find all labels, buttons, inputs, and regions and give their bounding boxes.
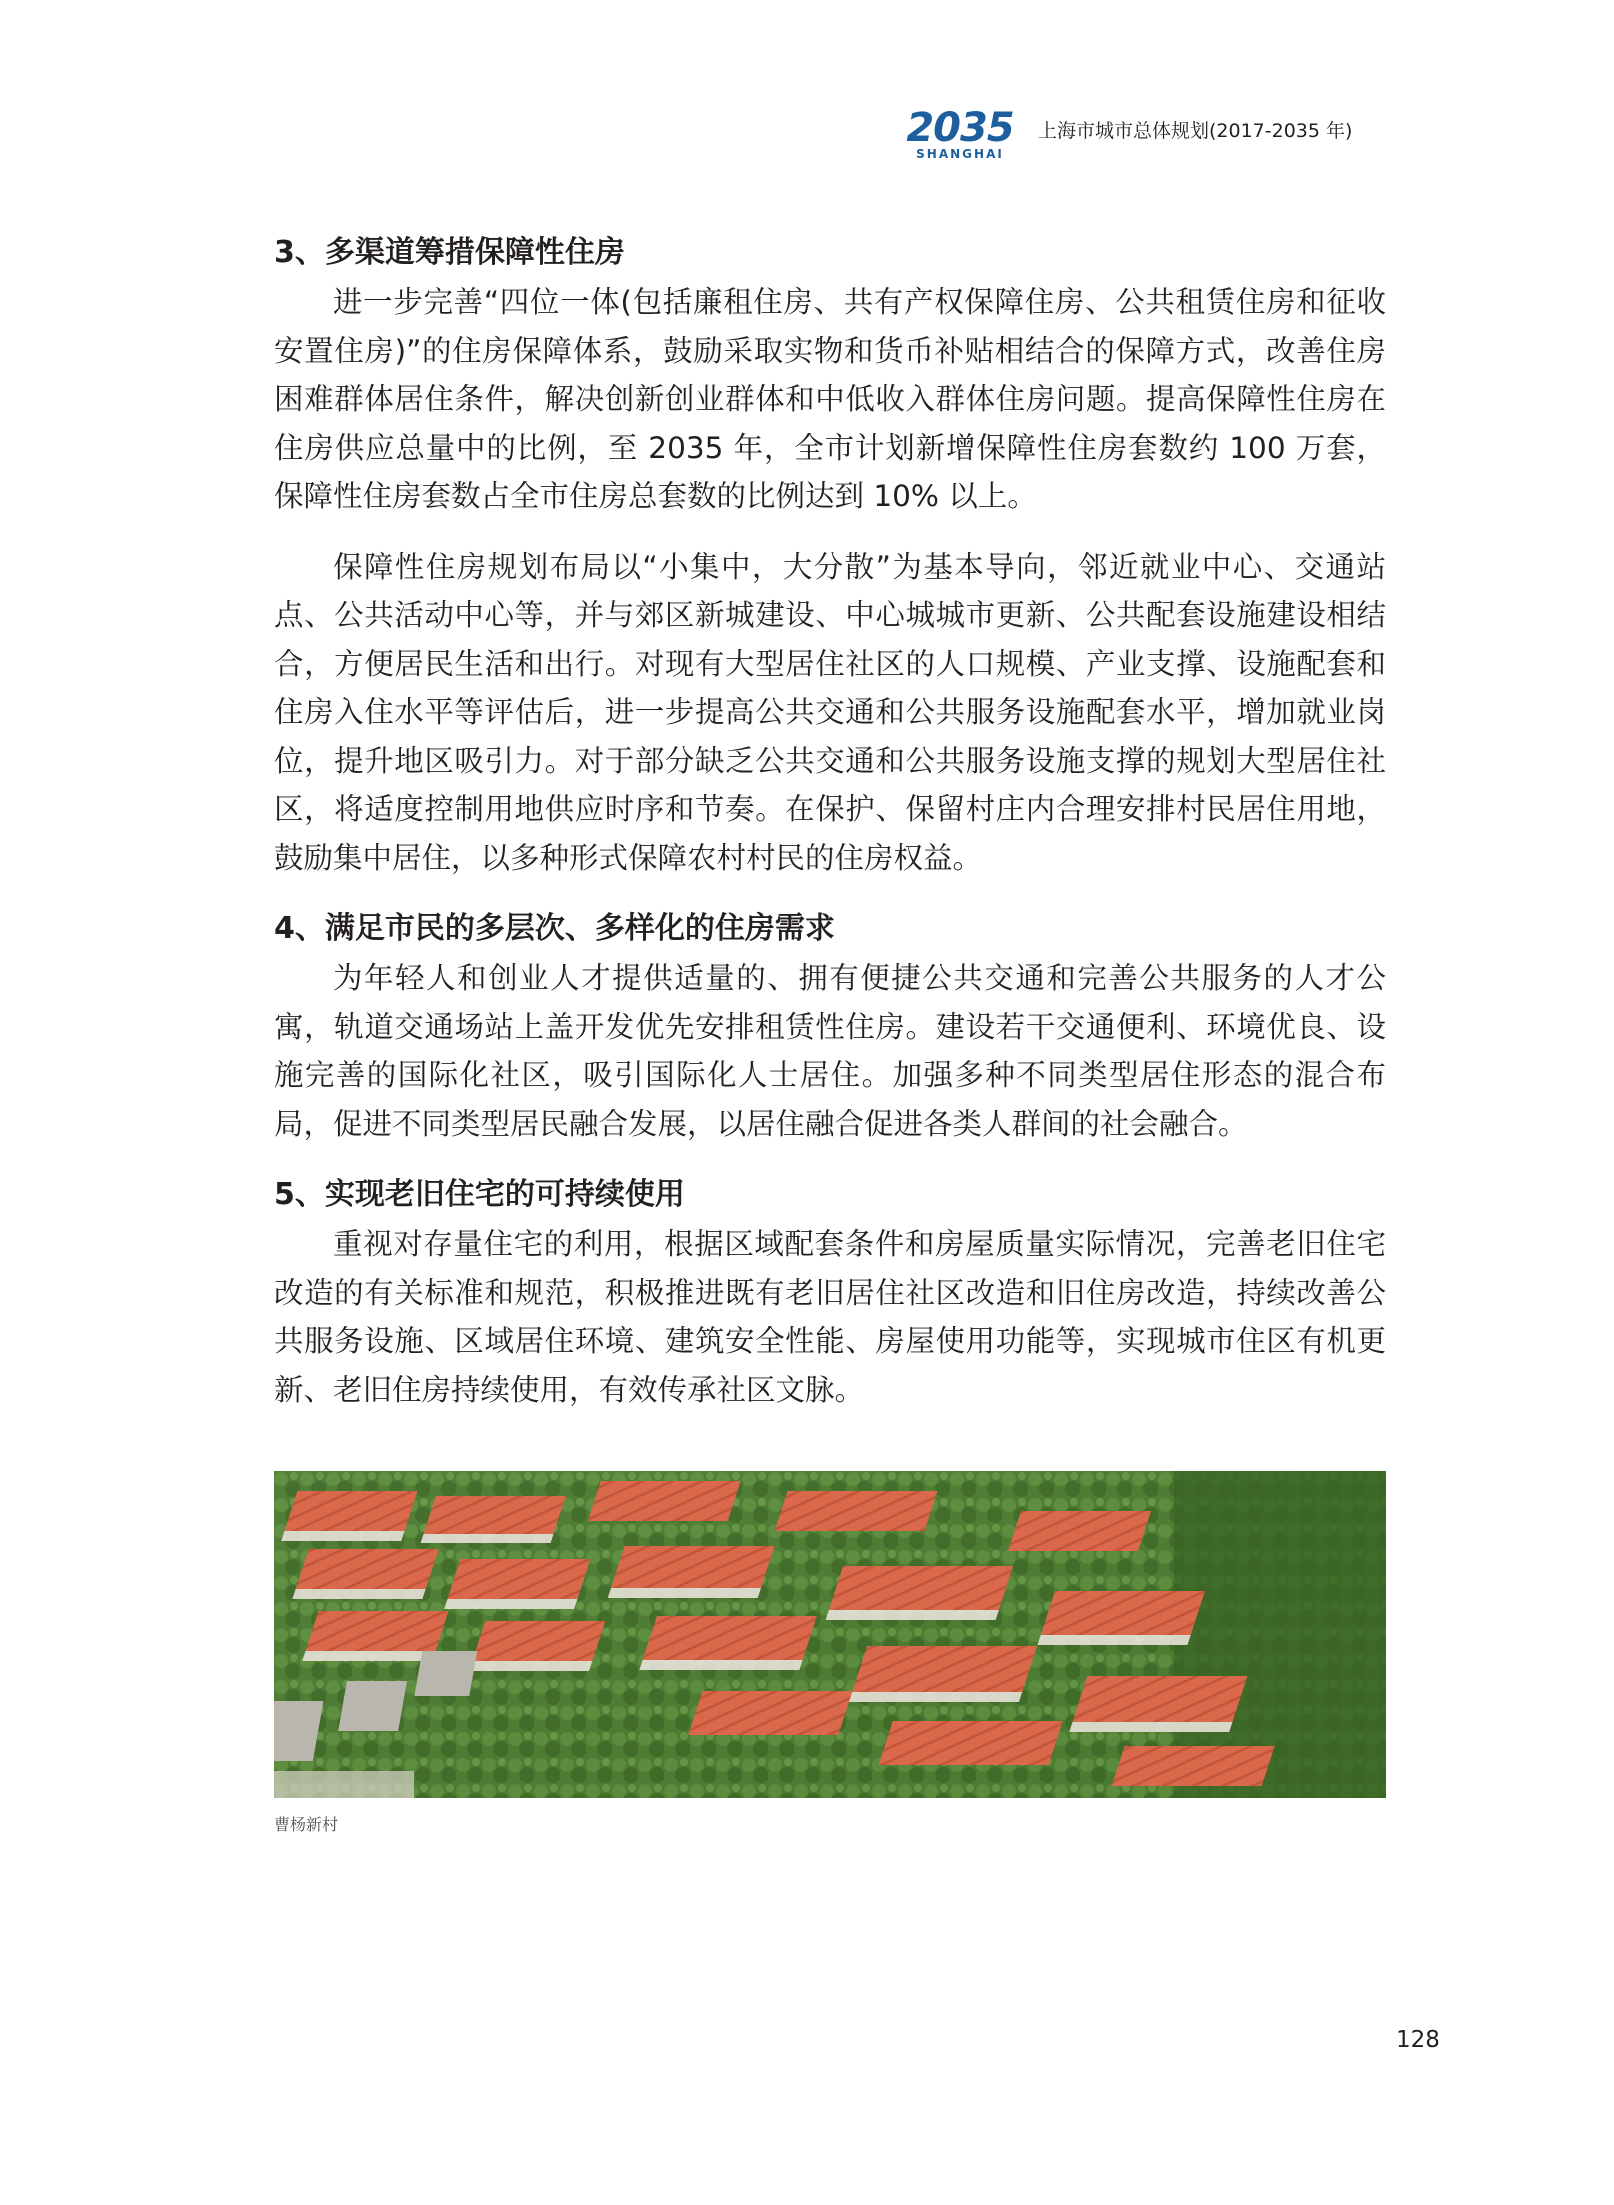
page-number: 128 — [1396, 2027, 1440, 2053]
section-3 — [274, 228, 1386, 882]
paragraph: 重视对存量住宅的利用，根据区域配套条件和房屋质量实际情况，完善老旧住宅改造的有关标准和规范，积极推进既有老旧居住社区改造和旧住房改造，持续改善公共服务设施、区域居住环境、建筑安全性能、房屋使用功能等，实现城市住区有机更新、老旧住房持续使用，有效传承社区文脉。 — [274, 1227, 1386, 1407]
section-5 — [274, 1170, 1386, 1414]
logo-text: SHANGHAI — [916, 147, 1004, 161]
section-4 — [274, 904, 1386, 1148]
paragraph: 保障性住房规划布局以“小集中，大分散”为基本导向，邻近就业中心、交通站点、公共活动中心等，并与郊区新城建设、中心城城市更新、公共配套设施建设相结合，方便居民生活和出行。对现有大型居住社区的人口规模、产业支撑、设施配套和住房入住水平等评估后，进一步提高公共交通和公共服务设施配套水平，增加就业岗位，提升地区吸引力。对于部分缺乏公共交通和公共服务设施支撑的规划大型居住社区，将适度控制用地供应时序和节奏。在保护、保留村庄内合理安排村民居住用地，鼓励集中居住，以多种形式保障农村村民的住房权益。 — [274, 549, 1386, 875]
shanghai-2035-logo — [900, 105, 1020, 162]
aerial-photo-caoyang-village — [274, 1471, 1386, 1798]
figure-caption: 曹杨新村 — [274, 1815, 339, 1834]
logo-number: 2035 — [906, 105, 1014, 151]
running-header-title: 上海市城市总体规划(2017-2035 年) — [1038, 120, 1353, 142]
paragraph: 进一步完善“四位一体(包括廉租住房、共有产权保障住房、公共租赁住房和征收安置住房)”的住房保障体系，鼓励采取实物和货币补贴相结合的保障方式，改善住房困难群体居住条件，解决创新创业群体和中低收入群体住房问题。提高保障性住房在住房供应总量中的比例，至 2035 年，全市计划新增保障性住房套数约 100 万套，保障性住房套数占全市住房总套数的比例达到 10% 以上。 — [274, 285, 1386, 513]
main-content — [274, 228, 1386, 1414]
section-heading: 3、多渠道筹措保障性住房 — [274, 235, 625, 270]
paragraph: 为年轻人和创业人才提供适量的、拥有便捷公共交通和完善公共服务的人才公寓，轨道交通场站上盖开发优先安排租赁性住房。建设若干交通便利、环境优良、设施完善的国际化社区，吸引国际化人士居住。加强多种不同类型居住形态的混合布局，促进不同类型居民融合发展，以居住融合促进各类人群间的社会融合。 — [274, 961, 1386, 1141]
section-heading: 4、满足市民的多层次、多样化的住房需求 — [274, 911, 835, 946]
section-heading: 5、实现老旧住宅的可持续使用 — [274, 1177, 685, 1212]
